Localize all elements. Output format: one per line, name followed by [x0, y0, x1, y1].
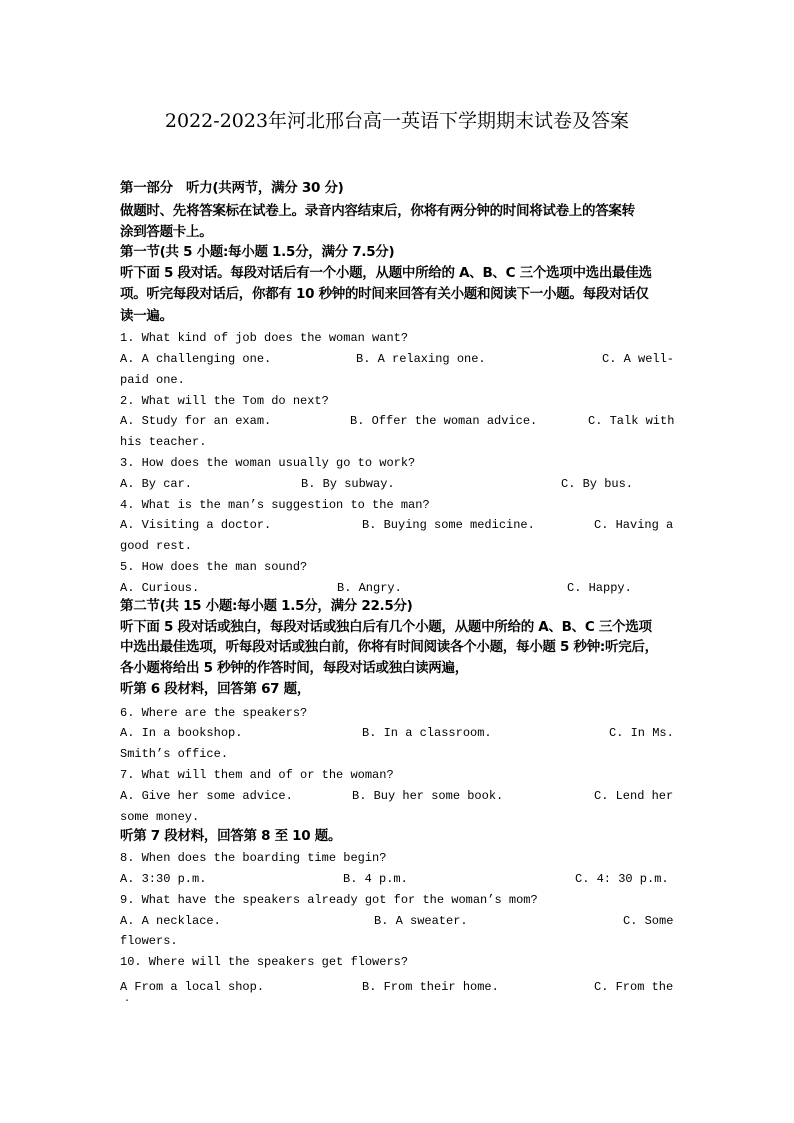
instruction-line: 做题时、先将答案标在试卷上。录音内容结束后，你将有两分钟的时间将试卷上的答案转 [120, 203, 635, 219]
option-b: B. Angry. [337, 581, 402, 595]
option-c: C. From the [594, 980, 674, 994]
option-b: B. 4 p.m. [343, 872, 408, 886]
option-b: B. A sweater. [374, 914, 468, 928]
option-a: A. In a bookshop. [120, 726, 243, 740]
option-a: A. A challenging one. [120, 352, 272, 366]
option-c: C. Some [623, 914, 674, 928]
question: 7. What will them and of or the woman? [120, 768, 394, 782]
option-b: B. Buying some medicine. [362, 518, 535, 532]
option-a: A. Give her some advice. [120, 789, 293, 803]
instruction-line: 听下面 5 段对话。每段对话后有一个小题，从题中所给的 A、B、C 三个选项中选出最佳选 [120, 265, 652, 281]
instruction-line: 各小题将给出 5 秒钟的作答时间，每段对话或独白读两遍， [120, 660, 468, 676]
option-continuation: some money. [120, 810, 200, 824]
option-c: C. Lend her [594, 789, 674, 803]
option-c: C. By bus. [561, 477, 634, 491]
option-a: A. Visiting a doctor. [120, 518, 272, 532]
question: 6. Where are the speakers? [120, 706, 308, 720]
option-b: B. Offer the woman advice. [350, 414, 538, 428]
option-c: C. 4: 30 p.m. [575, 872, 669, 886]
page-title: 2022-2023年河北邢台高一英语下学期期末试卷及答案 [164, 110, 630, 132]
question: 9. What have the speakers already got for the woman’s mom? [120, 893, 538, 907]
option-a: A. A necklace. [120, 914, 221, 928]
question: 3. How does the woman usually go to work? [120, 456, 416, 470]
option-b: B. By subway. [301, 477, 395, 491]
option-c: C. A well- [602, 352, 675, 366]
material-heading: 听第 7 段材料，回答第 8 至 10 题。 [120, 828, 342, 844]
option-b: B. Buy her some book. [352, 789, 504, 803]
instruction-line: 项。听完每段对话后，你都有 10 秒钟的时间来回答有关小题和阅读下一小题。每段对话仅 [120, 286, 649, 302]
question: 8. When does the boarding time begin? [120, 851, 387, 865]
option-c: C. Happy. [567, 581, 632, 595]
question: 1. What kind of job does the woman want? [120, 331, 409, 345]
option-b: B. A relaxing one. [356, 352, 486, 366]
option-a: A. Curious. [120, 581, 200, 595]
instruction-line: 中选出最佳选项，听每段对话或独白前，你将有时间阅读各个小题，每小题 5 秒钟:听完后， [120, 639, 658, 655]
instruction-line: 涂到答题卡上。 [120, 224, 213, 240]
option-c: C. Talk with [588, 414, 675, 428]
question: 5. How does the man sound? [120, 560, 308, 574]
instruction-line: 听下面 5 段对话或独白，每段对话或独白后有几个小题，从题中所给的 A、B、C 三个选项 [120, 619, 652, 635]
section2-heading: 第二节(共 15 小题:每小题 1.5分，满分 22.5分) [120, 598, 413, 614]
option-c: C. In Ms. [609, 726, 674, 740]
option-continuation: . [124, 994, 131, 1005]
question: 2. What will the Tom do next? [120, 394, 329, 408]
option-a: A. By car. [120, 477, 193, 491]
material-heading: 听第 6 段材料，回答第 67 题， [120, 681, 311, 697]
option-c: C. Having a [594, 518, 674, 532]
option-b: B. In a classroom. [362, 726, 492, 740]
option-continuation: flowers. [120, 934, 178, 948]
option-a: A. Study for an exam. [120, 414, 272, 428]
option-a: A From a local shop. [120, 980, 265, 994]
option-continuation: good rest. [120, 539, 193, 553]
instruction-line: 读一遍。 [120, 308, 173, 324]
question: 10. Where will the speakers get flowers? [120, 955, 409, 969]
part1-heading: 第一部分 听力(共两节，满分 30 分) [120, 180, 344, 196]
option-continuation: paid one. [120, 373, 185, 387]
question: 4. What is the man’s suggestion to the man? [120, 498, 430, 512]
option-continuation: his teacher. [120, 435, 207, 449]
section1-heading: 第一节(共 5 小题:每小题 1.5分，满分 7.5分) [120, 244, 395, 260]
option-a: A. 3:30 p.m. [120, 872, 207, 886]
option-b: B. From their home. [362, 980, 499, 994]
option-continuation: Smith’s office. [120, 747, 229, 761]
